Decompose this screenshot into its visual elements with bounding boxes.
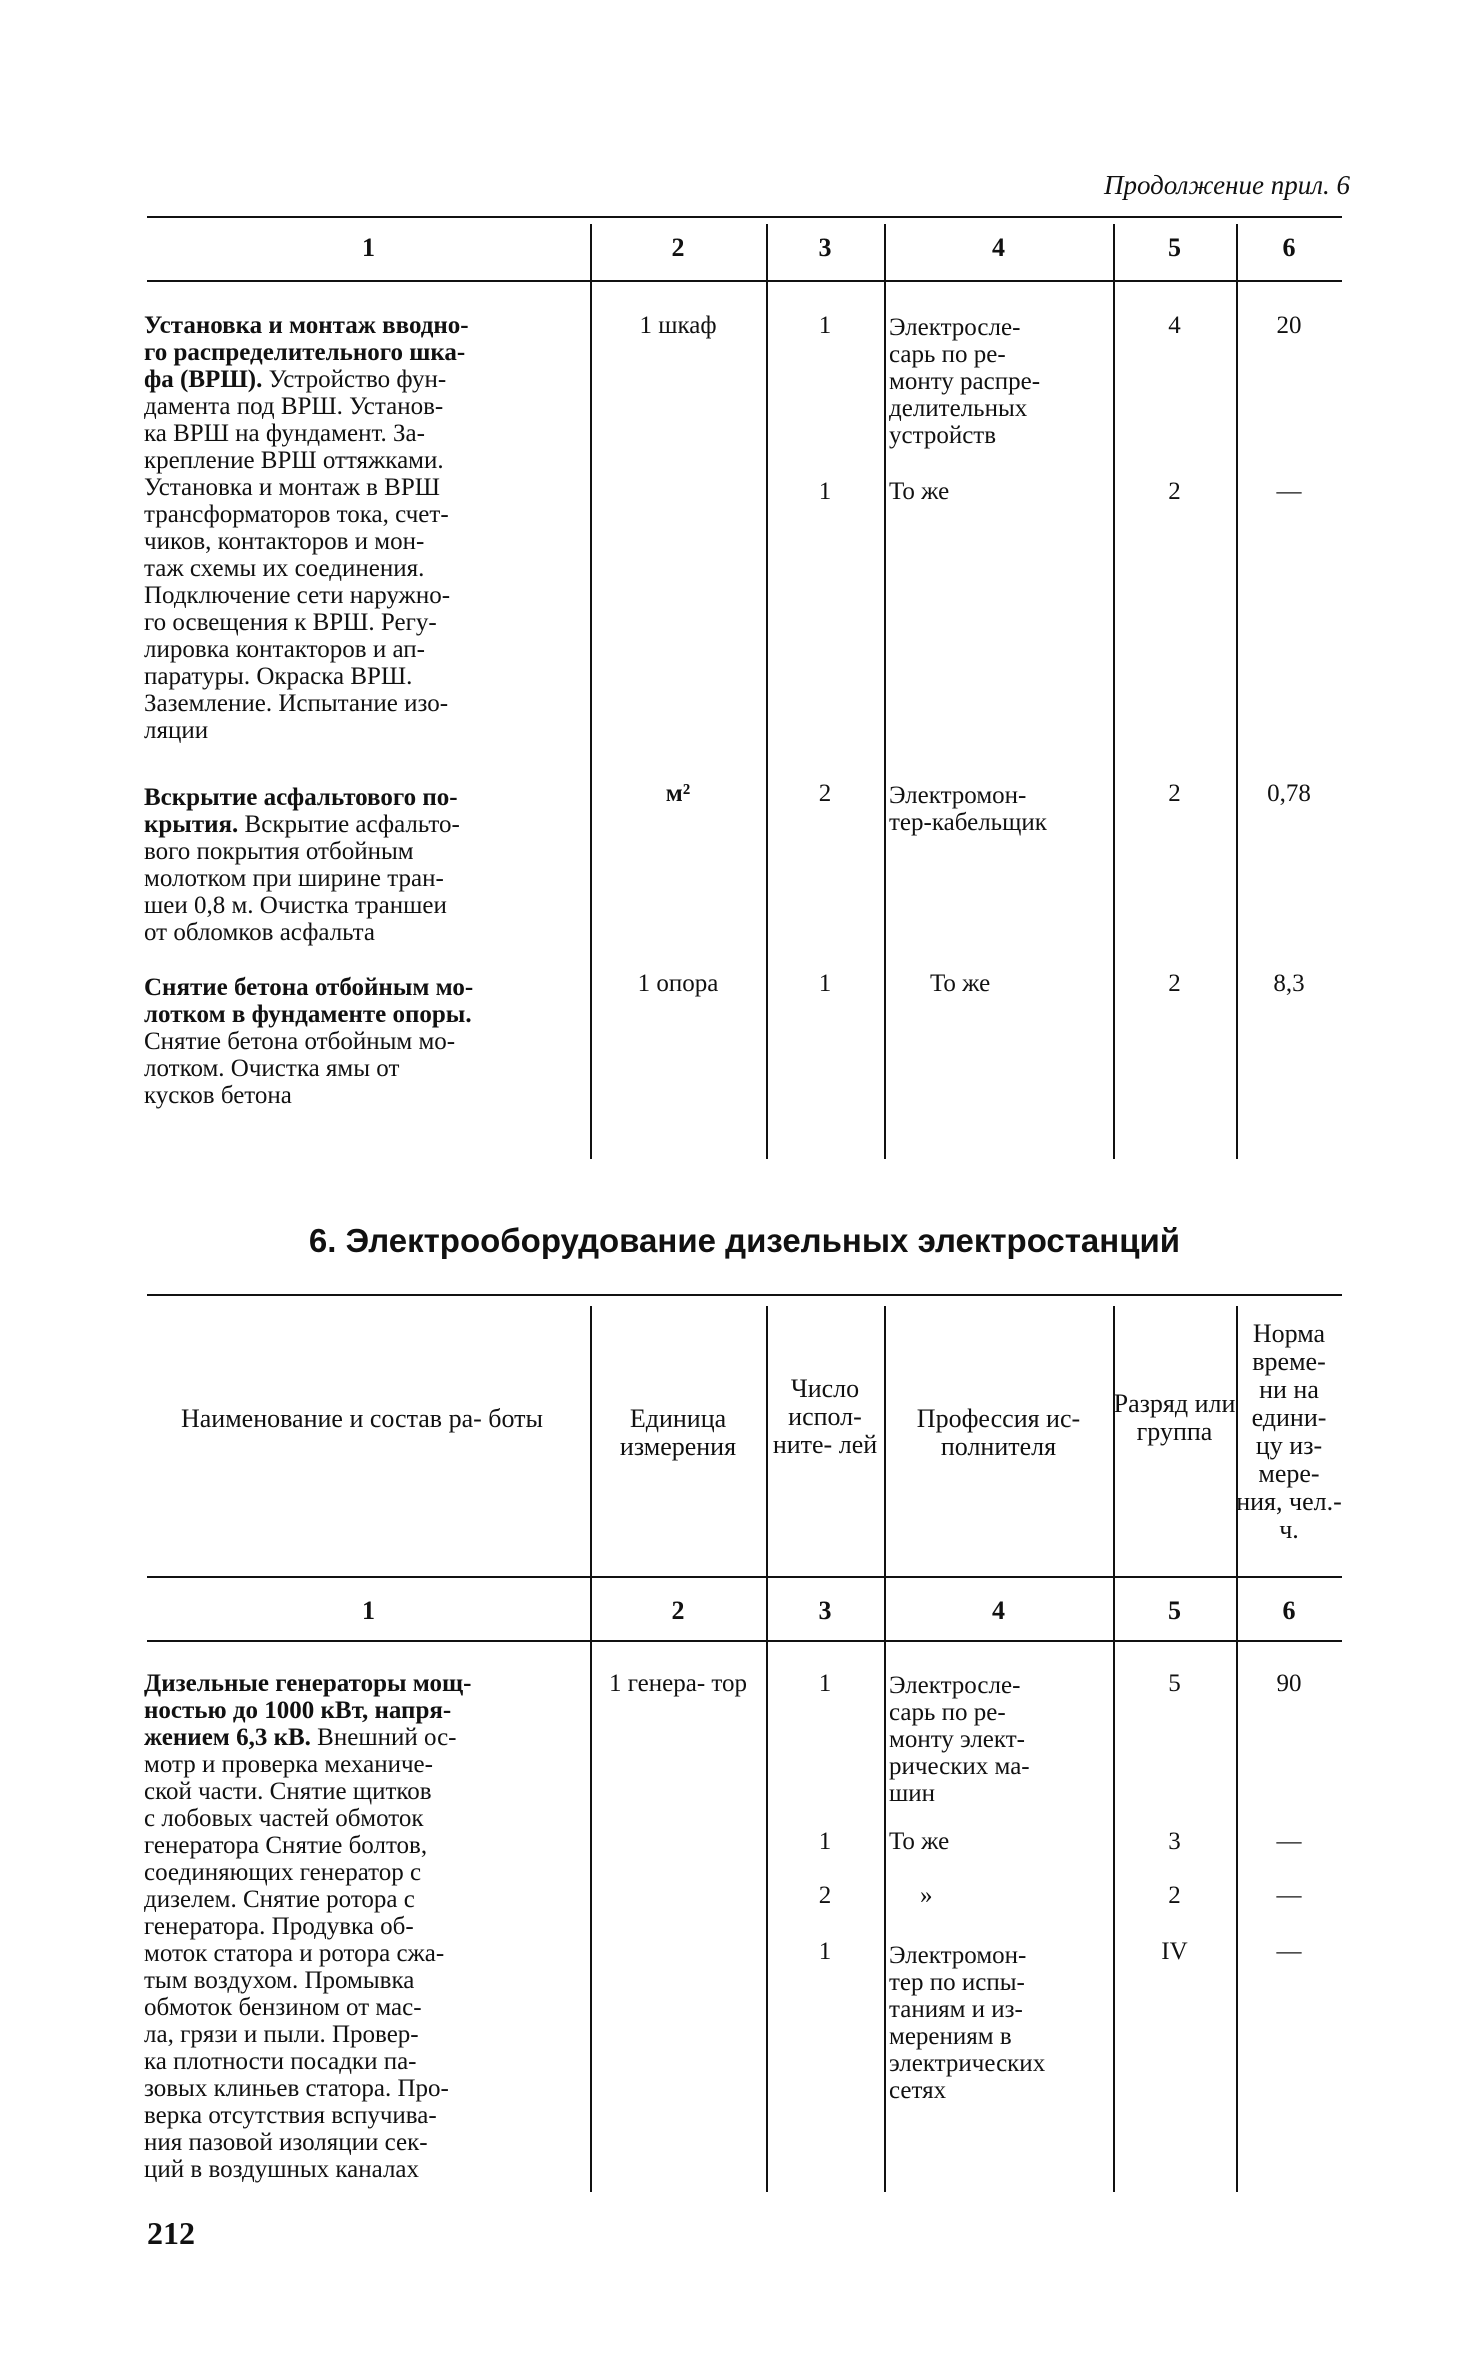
t1-row1a-count: 1: [818, 312, 832, 339]
t1-row3-name: [144, 974, 580, 1109]
table2-colnum-rule: [147, 1640, 1342, 1642]
t2-sub1-profession: Электросле- сарь по ре- монту элект- рических ма- шин: [889, 1672, 1030, 1807]
t1-row1-name: [144, 312, 580, 744]
t2-sub2-norm: —: [1276, 1828, 1302, 1855]
t2-colnum-5: 5: [1168, 1596, 1181, 1625]
table2-header-rule: [147, 1576, 1342, 1578]
t1-row1a-grade: 4: [1168, 312, 1181, 339]
t1-row2-count: 2: [818, 780, 832, 807]
t1-row1a-norm: 20: [1276, 312, 1302, 339]
t1-row1-unit: 1 шкаф: [639, 312, 717, 339]
t1-row3-norm: 8,3: [1273, 970, 1305, 997]
t2-sub4-profession: Электромон- тер по испы- таниям и из- мерениям в электрических сетях: [889, 1942, 1046, 2104]
t1-vline-2: [766, 224, 768, 1159]
t1-row3-name-rest: Снятие бетона отбойным мо- лотком. Очистка ямы от кусков бетона: [144, 1028, 456, 1109]
t1-row2-name: [144, 784, 580, 946]
t1-row3-profession: То же: [930, 970, 991, 997]
t2-row-name-rest: Внешний ос- мотр и проверка механиче- ской части. Снятие щитков с лобовых частей обмоток генератора Снятие болтов, соединяющих генератор с дизелем. Снятие ротора с генератора. Продувка об- моток статора и ротора сжа- тым воздухом. Промывка обмоток бензином от мас- ла, грязи и пыли. Провер- ка плотности посадки па- зовых клиньев статора. Про- верка отсутствия вспучива- ния пазовой изоляции сек- ций в воздушных каналах: [144, 1724, 457, 2183]
t2-sub2-profession: То же: [889, 1828, 950, 1855]
t1-row1b-grade: 2: [1168, 478, 1181, 505]
t1-row3-count: 1: [818, 970, 832, 997]
t2-colnum-2: 2: [671, 1596, 685, 1625]
continuation-label: Продолжение прил. 6: [1103, 170, 1350, 200]
t1-row3-unit: 1 опора: [637, 970, 719, 997]
t1-row3-grade: 2: [1168, 970, 1181, 997]
t2-header-profession: Профессия ис- полнителя: [916, 1404, 1081, 1461]
t1-colnum-4: 4: [992, 233, 1005, 262]
t2-header-unit: Единица измерения: [619, 1404, 737, 1461]
t2-sub1-norm: 90: [1276, 1670, 1302, 1697]
t1-colnum-2: 2: [671, 233, 685, 262]
t2-colnum-1: 1: [362, 1596, 375, 1625]
t1-row1b-profession: То же: [889, 478, 950, 505]
t2-sub3-norm: —: [1276, 1882, 1302, 1909]
t2-sub1-grade: 5: [1168, 1670, 1181, 1697]
t1-vline-5: [1236, 224, 1238, 1159]
t2-colnum-3: 3: [818, 1596, 832, 1625]
t1-row1b-norm: —: [1276, 478, 1302, 505]
t1-row1b-count: 1: [818, 478, 832, 505]
t2-sub4-grade: IV: [1161, 1938, 1188, 1965]
t2-header-count: Число испол- ните- лей: [772, 1374, 878, 1459]
t1-row1-name-rest: Устройство фун- дамента под ВРШ. Установ- ка ВРШ на фундамент. За- крепление ВРШ оттяжками. Установка и монтаж в ВРШ трансформаторов тока, счет- чиков, контакторов и мон- таж схемы их соединения. Подключение сети наружно- го освещения к ВРШ. Регу- лировка контакторов и ап- паратуры. Окраска ВРШ. Заземление. Испытание изо- ляции: [144, 366, 451, 744]
t1-vline-4: [1113, 224, 1115, 1159]
section-title: 6. Электрооборудование дизельных электростанций: [308, 1222, 1181, 1259]
t2-sub3-count: 2: [818, 1882, 832, 1909]
t1-row2-profession: Электромон- тер-кабельщик: [889, 782, 1047, 836]
table2-top-rule: [147, 1294, 1342, 1296]
t1-row3-name-bold: Снятие бетона отбойным мо- лотком в фундаменте опоры.: [144, 974, 474, 1028]
t2-header-norm: Норма време- ни на едини- цу из- мере- ния, чел.-ч.: [1236, 1319, 1342, 1544]
t1-colnum-1: 1: [362, 233, 375, 262]
t1-row2-norm: 0,78: [1267, 780, 1311, 807]
t2-sub4-norm: —: [1276, 1938, 1302, 1965]
t2-header-name: Наименование и состав ра- боты: [180, 1404, 544, 1433]
t1-row2-unit: м²: [665, 780, 691, 807]
t1-row2-grade: 2: [1168, 780, 1181, 807]
t2-row-name-bold: Дизельные генераторы мощ- ностью до 1000 кВт, напря- жением 6,3 кВ.: [144, 1670, 472, 1751]
t2-sub2-count: 1: [818, 1828, 832, 1855]
t2-colnum-4: 4: [992, 1596, 1005, 1625]
table1-header-rule: [147, 280, 1342, 282]
table1-top-rule: [147, 216, 1342, 218]
t1-colnum-6: 6: [1282, 233, 1296, 262]
t2-sub2-grade: 3: [1168, 1828, 1181, 1855]
t1-row1-name-bold: Установка и монтаж вводно- го распределительного шка- фа (ВРШ).: [144, 312, 469, 393]
t1-vline-3: [884, 224, 886, 1159]
t1-row1a-profession: Электросле- сарь по ре- монту распре- делительных устройств: [889, 314, 1041, 449]
t2-sub3-grade: 2: [1168, 1882, 1181, 1909]
page-number: 212: [147, 2215, 195, 2251]
t1-row2-name-rest: Вскрытие асфальто- вого покрытия отбойным молотком при ширине тран- шеи 0,8 м. Очистка траншеи от обломков асфальта: [144, 811, 460, 946]
t1-colnum-5: 5: [1168, 233, 1181, 262]
t2-sub3-profession: »: [920, 1882, 933, 1909]
t1-colnum-3: 3: [818, 233, 832, 262]
t1-row2-name-bold: Вскрытие асфальтового по- крытия.: [144, 784, 458, 838]
t2-sub4-count: 1: [818, 1938, 832, 1965]
t2-colnum-6: 6: [1282, 1596, 1296, 1625]
t2-row-unit: 1 генера- тор: [608, 1670, 747, 1697]
t2-header-grade: Разряд или группа: [1113, 1389, 1236, 1446]
t1-vline-1: [590, 224, 592, 1159]
t2-row-name: [144, 1670, 580, 2183]
t2-sub1-count: 1: [818, 1670, 832, 1697]
